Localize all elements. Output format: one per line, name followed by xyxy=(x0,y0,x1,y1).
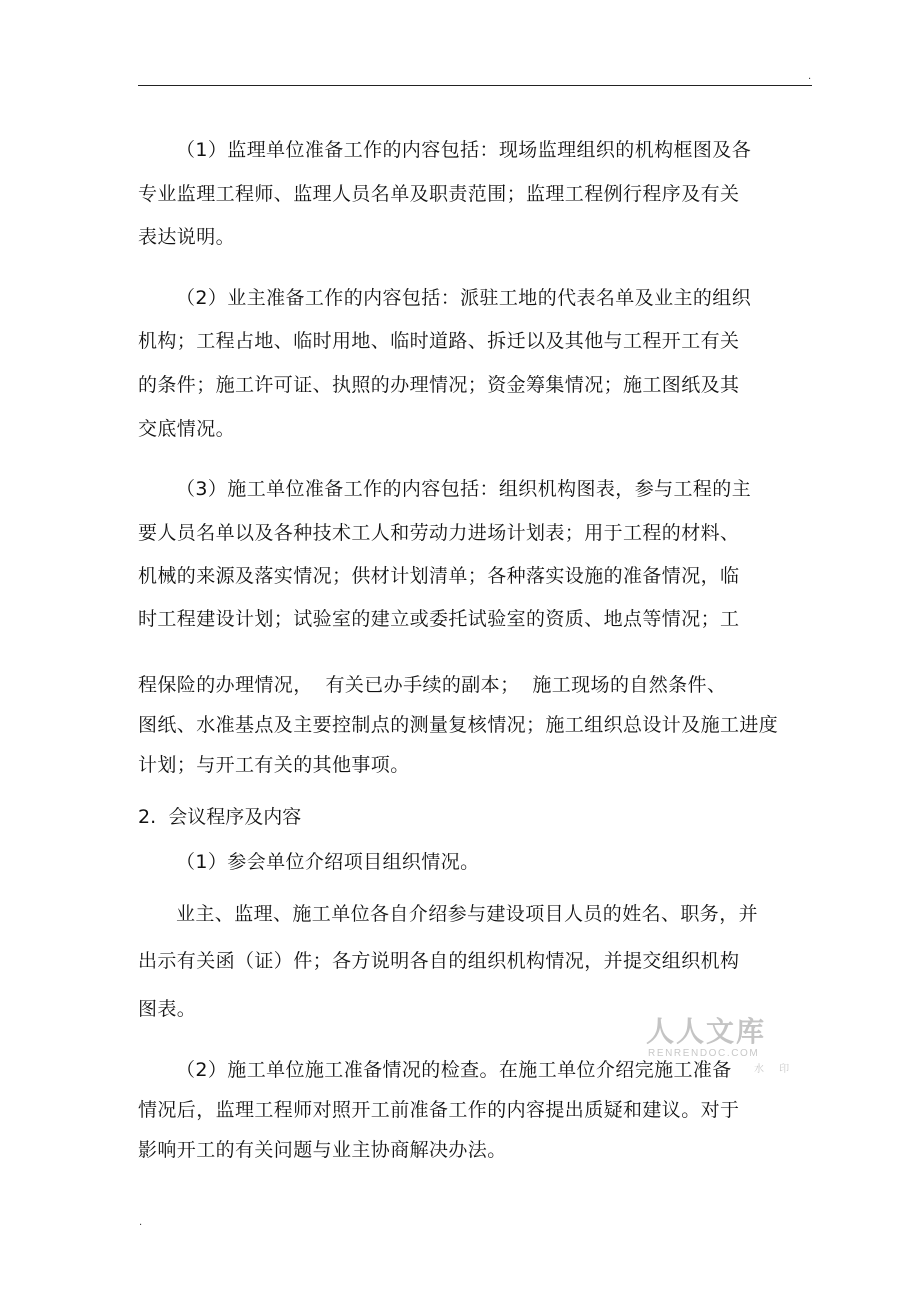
header-corner-mark: . xyxy=(808,71,812,82)
paragraph-4-line-2: 图纸、水准基点及主要控制点的测量复核情况；施工组织总设计及施工进度 xyxy=(138,714,779,736)
item-1-body-line-3: 图表。 xyxy=(138,998,197,1020)
paragraph-3-line-3: 机械的来源及落实情况；供材计划清单；各种落实设施的准备情况，临 xyxy=(138,565,740,587)
paragraph-2-line-1: （2）业主准备工作的内容包括：派驻工地的代表名单及业主的组织 xyxy=(176,287,752,309)
item-2-body-line-1: （2）施工单位施工准备情况的检查。在施工单位介绍完施工准备 xyxy=(176,1059,732,1081)
paragraph-4-line-1: 程保险的办理情况， 有关已办手续的副本； 施工现场的自然条件、 xyxy=(138,674,727,696)
paragraph-1-line-2: 专业监理工程师、监理人员名单及职责范围；监理工程例行程序及有关 xyxy=(138,183,740,205)
paragraph-2-line-2: 机构；工程占地、临时用地、临时道路、拆迁以及其他与工程开工有关 xyxy=(138,330,740,352)
item-1-body-line-2: 出示有关函（证）件；各方说明各自的组织机构情况，并提交组织机构 xyxy=(138,950,740,972)
paragraph-3-line-4: 时工程建设计划；试验室的建立或委托试验室的资质、地点等情况；工 xyxy=(138,608,740,630)
item-2-body-line-2: 情况后，监理工程师对照开工前准备工作的内容提出质疑和建议。对于 xyxy=(138,1099,740,1121)
paragraph-3-line-1: （3）施工单位准备工作的内容包括：组织机构图表，参与工程的主 xyxy=(176,478,752,500)
item-2-body-line-3: 影响开工的有关问题与业主协商解决办法。 xyxy=(138,1139,507,1161)
paragraph-1-line-3: 表达说明。 xyxy=(138,226,236,248)
watermark-sub: 水 印 xyxy=(754,1064,796,1075)
paragraph-3-line-2: 要人员名单以及各种技术工人和劳动力进场计划表；用于工程的材料、 xyxy=(138,522,740,544)
watermark-url: RENRENDOC.COM xyxy=(648,1048,760,1059)
item-1-title: （1）参会单位介绍项目组织情况。 xyxy=(176,851,480,873)
paragraph-2-line-3: 的条件；施工许可证、执照的办理情况；资金筹集情况；施工图纸及其 xyxy=(138,374,740,396)
footer-corner-mark: . xyxy=(139,1217,143,1228)
section-heading: 2. 会议程序及内容 xyxy=(138,806,302,828)
paragraph-2-line-4: 交底情况。 xyxy=(138,418,236,440)
watermark-title: 人人文库 xyxy=(646,1015,767,1048)
watermark-logo xyxy=(646,1015,796,1075)
paragraph-4-line-3: 计划；与开工有关的其他事项。 xyxy=(138,754,410,776)
header-rule xyxy=(138,85,812,86)
paragraph-1-line-1: （1）监理单位准备工作的内容包括：现场监理组织的机构框图及各 xyxy=(176,139,752,161)
item-1-body-line-1: 业主、监理、施工单位各自介绍参与建设项目人员的姓名、职务，并 xyxy=(176,903,759,925)
